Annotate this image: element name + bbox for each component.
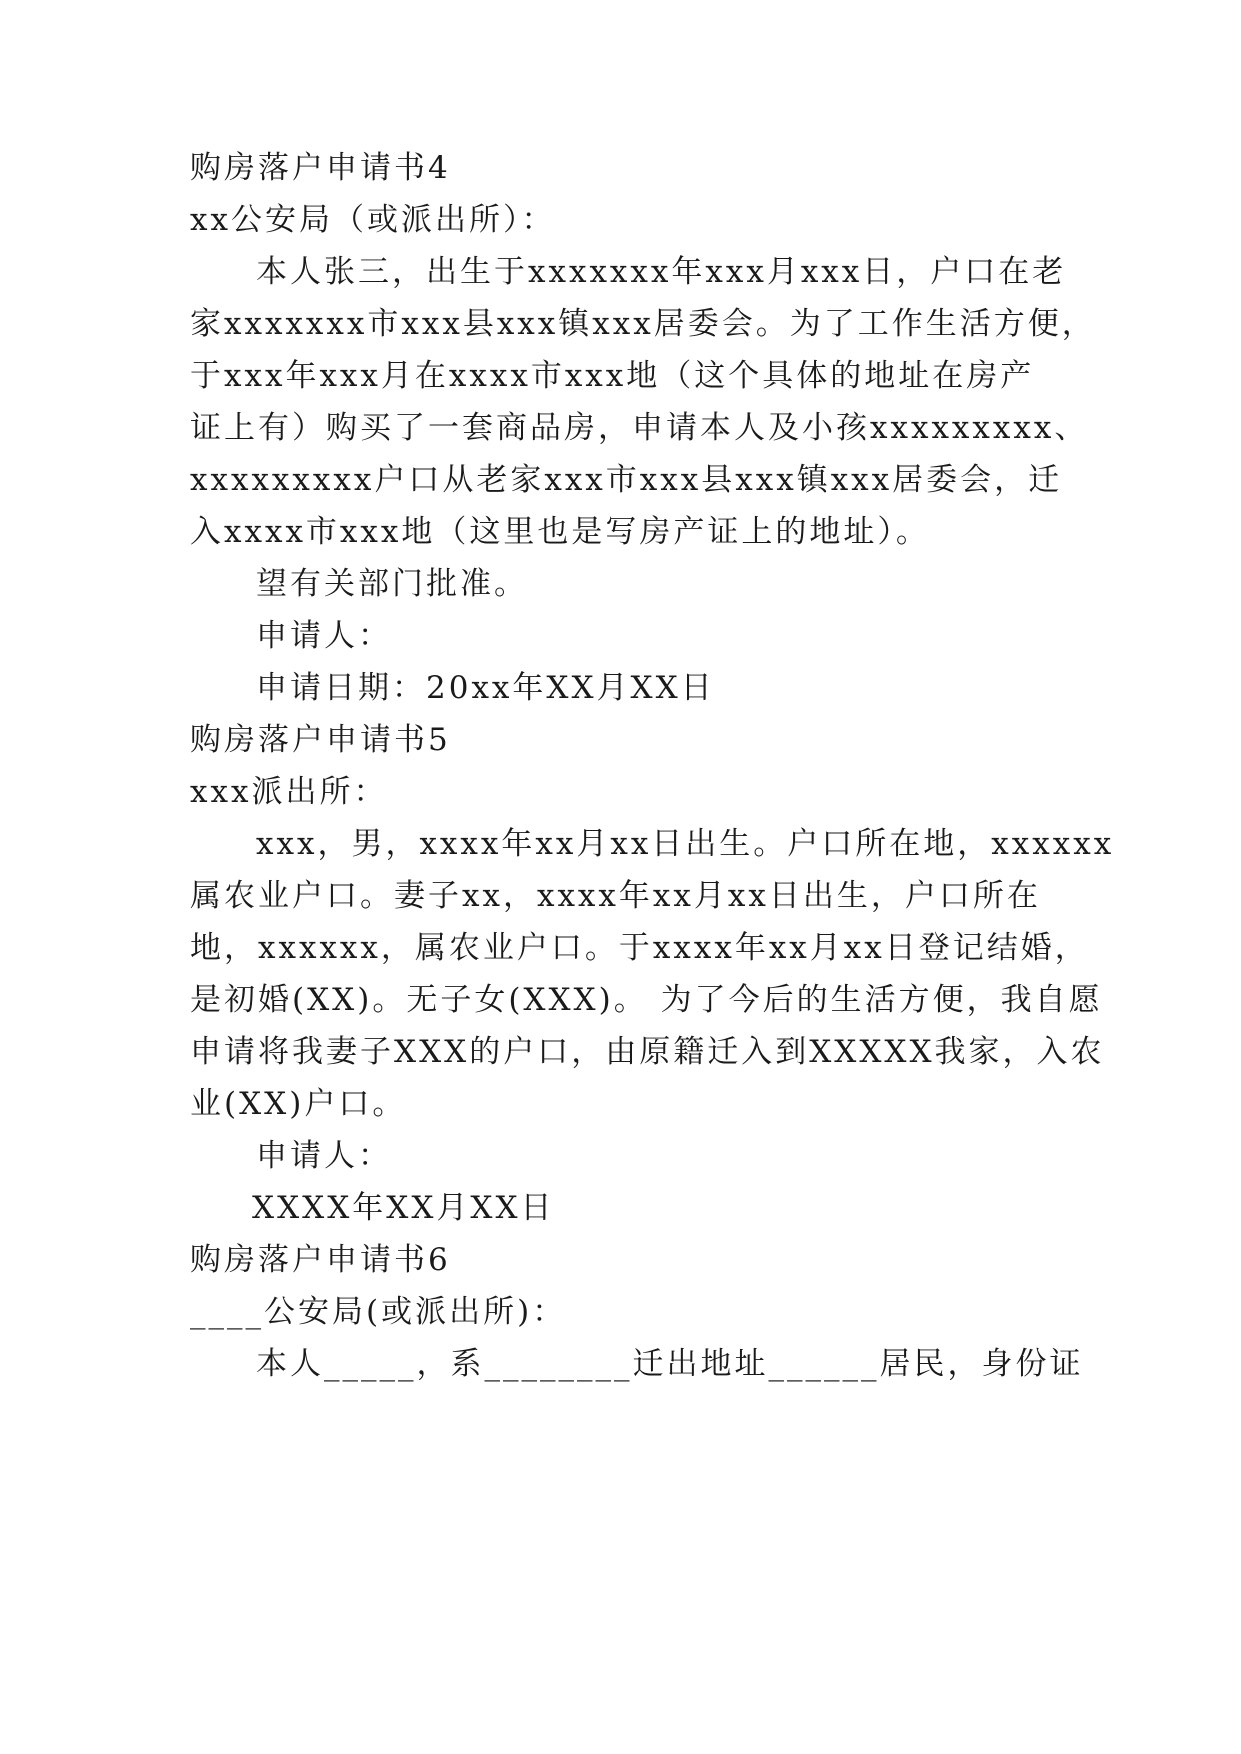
- section-6-title: 购房落户申请书6: [190, 1242, 451, 1278]
- section-6-body-line-1: 本人_____，系________迁出地址______居民，身份证: [256, 1346, 1084, 1382]
- section-4-closing: 望有关部门批准。: [256, 566, 528, 602]
- section-4-body-line-6: 入xxxx市xxx地（这里也是写房产证上的地址）。: [190, 514, 930, 550]
- section-4-applicant: 申请人：: [256, 618, 392, 654]
- section-5-date: XXXX年XX月XX日: [252, 1190, 555, 1226]
- section-4-addressee: xx公安局（或派出所）：: [190, 202, 556, 238]
- section-4-title: 购房落户申请书4: [190, 150, 451, 186]
- section-4-date: 申请日期：20xx年XX月XX日: [256, 670, 715, 706]
- section-5-body-line-6: 业(XX)户口。: [190, 1086, 407, 1122]
- section-4-body-line-4: 证上有）购买了一套商品房，申请本人及小孩xxxxxxxxx、: [190, 410, 1089, 446]
- section-5-body-line-1: xxx，男，xxxx年xx月xx日出生。户口所在地，xxxxxx: [256, 826, 1115, 862]
- section-5-body-line-2: 属农业户口。妻子xx，xxxx年xx月xx日出生，户口所在: [190, 878, 1041, 914]
- section-5-applicant: 申请人：: [256, 1138, 392, 1174]
- section-6-addressee: ____公安局(或派出所)：: [190, 1294, 567, 1330]
- section-5-body-line-5: 申请将我妻子XXX的户口，由原籍迁入到XXXXX我家，入农: [190, 1034, 1105, 1070]
- section-5-title: 购房落户申请书5: [190, 722, 451, 758]
- section-5-addressee: xxx派出所：: [190, 774, 388, 810]
- section-4-body-line-1: 本人张三，出生于xxxxxxx年xxx月xxx日，户口在老: [256, 254, 1067, 290]
- section-5-body-line-4: 是初婚(XX)。无子女(XXX)。 为了今后的生活方便，我自愿: [190, 982, 1103, 1018]
- section-4-body-line-5: xxxxxxxxx户口从老家xxx市xxx县xxx镇xxx居委会，迁: [190, 462, 1063, 498]
- section-5-body-line-3: 地，xxxxxx，属农业户口。于xxxx年xx月xx日登记结婚，: [190, 930, 1089, 966]
- section-4-body-line-3: 于xxx年xxx月在xxxx市xxx地（这个具体的地址在房产: [190, 358, 1035, 394]
- section-4-body-line-2: 家xxxxxxx市xxx县xxx镇xxx居委会。为了工作生活方便，: [190, 306, 1096, 342]
